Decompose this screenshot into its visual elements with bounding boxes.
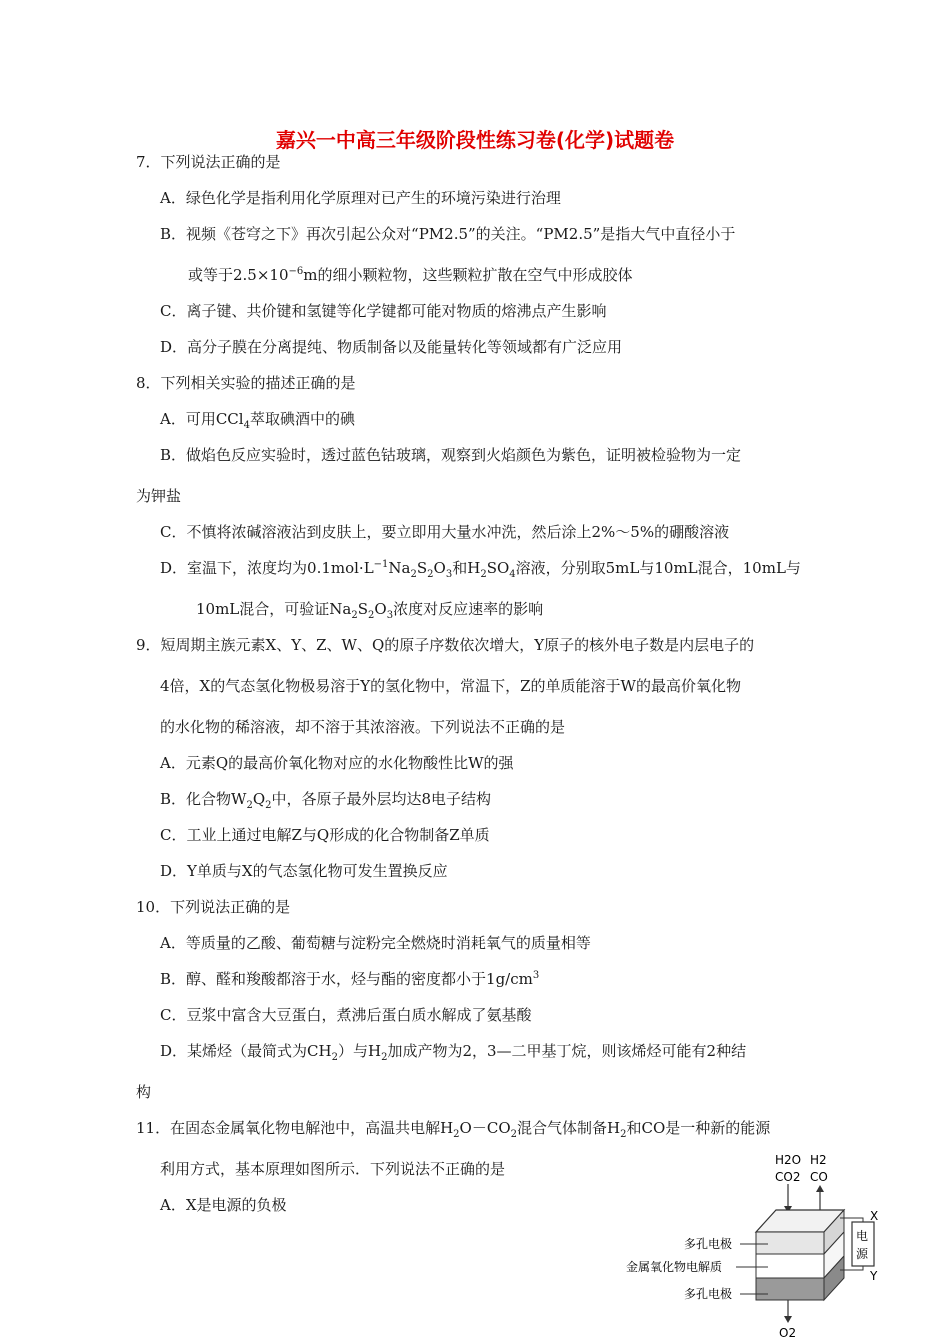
q9-option-d: D．Y单质与X的气态氢化物可发生置换反应 <box>160 862 448 880</box>
q7-option-b-line2: 或等于$2.5\times 10^{-6}m$的细小颗粒物，这些颗粒扩散在空气中形成胶体 <box>188 266 633 284</box>
bottom-arrow-head-icon <box>784 1316 792 1323</box>
q10-stem: 10．下列说法正确的是 <box>136 898 291 916</box>
terminal-x-label: X <box>870 1209 879 1223</box>
outlet-gas-h2: H2 <box>810 1153 827 1167</box>
terminal-y-label: Y <box>870 1269 878 1283</box>
power-source-label-1: 电 <box>856 1229 869 1243</box>
q7-option-a: A．绿色化学是指利用化学原理对已产生的环境污染进行治理 <box>160 189 561 207</box>
q9-stem-line2: 4倍，X的气态氢化物极易溶于Y的氢化物中，常温下，Z的单质能溶于W的最高价氧化物 <box>160 677 741 695</box>
bottom-gas-o2: O2 <box>779 1326 797 1340</box>
q10-option-d-line1: D．某烯烃（最简式为$CH_2$）与$H_2$加成产物为2，3—二甲基丁烷，则该烯烃可能有2种结 <box>160 1042 747 1063</box>
q8-option-b-line1: B．做焰色反应实验时，透过蓝色钴玻璃，观察到火焰颜色为紫色，证明被检验物为一定 <box>160 446 742 464</box>
q7-option-c: C．离子键、共价键和氢键等化学键都可能对物质的熔沸点产生影响 <box>160 302 607 320</box>
q9-stem-line3: 的水化物的稀溶液，却不溶于其浓溶液。下列说法不正确的是 <box>160 718 566 736</box>
page-title: 嘉兴一中高三年级阶段性练习卷(化学)试题卷 <box>275 128 675 152</box>
electrolysis-cell-diagram <box>618 1148 890 1340</box>
bottom-electrode-layer <box>756 1278 824 1300</box>
label-electrolyte: 金属氧化物电解质 <box>626 1260 723 1274</box>
q11-option-a: A．X是电源的负极 <box>160 1196 287 1214</box>
power-source-label-2: 源 <box>856 1247 869 1261</box>
q9-option-a: A．元素Q的最高价氧化物对应的水化物酸性比W的强 <box>160 754 514 772</box>
q9-stem-line1: 9．短周期主族元素X、Y、Z、W、Q的原子序数依次增大，Y原子的核外电子数是内层电子的 <box>136 636 755 654</box>
q7-stem: 7．下列说法正确的是 <box>136 153 281 171</box>
top-electrode-layer <box>756 1232 824 1254</box>
q7-option-b-line1: B．视频《苍穹之下》再次引起公众对“PM2.5”的关注。“PM2.5”是指大气中直径小于 <box>160 225 736 243</box>
q10-option-a: A．等质量的乙酸、葡萄糖与淀粉完全燃烧时消耗氧气的质量相等 <box>160 934 591 952</box>
outlet-gas-co: CO <box>810 1170 828 1184</box>
q9-option-b: B．化合物$W_2Q_2$中，各原子最外层均达8电子结构 <box>160 790 492 811</box>
electrolyte-layer <box>756 1254 824 1278</box>
outlet-arrow-head-icon <box>816 1185 824 1192</box>
q10-option-d-line2: 构 <box>136 1083 152 1101</box>
q8-option-c: C．不慎将浓碱溶液沾到皮肤上，要立即用大量水冲洗，然后涂上2%～5%的硼酸溶液 <box>160 523 730 541</box>
q8-stem: 8．下列相关实验的描述正确的是 <box>136 374 356 392</box>
q8-option-d-line1: D．室温下，浓度均为$0.1mol\cdot L^{-1}Na_2S_2O_3$和$H_2SO_4$溶液，分别取5mL与10mL混合，10mL与 <box>160 559 801 580</box>
label-top-electrode: 多孔电极 <box>684 1237 733 1251</box>
q8-option-b-line2: 为钾盐 <box>136 487 182 505</box>
q9-option-c: C．工业上通过电解Z与Q形成的化合物制备Z单质 <box>160 826 490 844</box>
q8-option-a: A．可用CCl$_4$萃取碘酒中的碘 <box>160 410 355 431</box>
q10-option-c: C．豆浆中富含大豆蛋白，煮沸后蛋白质水解成了氨基酸 <box>160 1006 532 1024</box>
inlet-gas-co2: CO2 <box>775 1170 801 1184</box>
label-bottom-electrode: 多孔电极 <box>684 1287 733 1301</box>
inlet-gas-h2o: H2O <box>775 1153 802 1167</box>
q7-option-d: D．高分子膜在分离提纯、物质制备以及能量转化等领域都有广泛应用 <box>160 338 623 356</box>
q11-stem-line2: 利用方式，基本原理如图所示．下列说法不正确的是 <box>160 1160 506 1178</box>
q11-stem-line1: 11．在固态金属氧化物电解池中，高温共电解$H_2O-CO_2$混合气体制备$H_2$和CO是一种新的能源 <box>136 1119 771 1140</box>
q10-option-b: B．醇、醛和羧酸都溶于水，烃与酯的密度都小于$1g/cm^3$ <box>160 970 540 988</box>
q8-option-d-line2: 10mL混合，可验证$Na_2S_2O_3$浓度对反应速率的影响 <box>196 600 544 621</box>
